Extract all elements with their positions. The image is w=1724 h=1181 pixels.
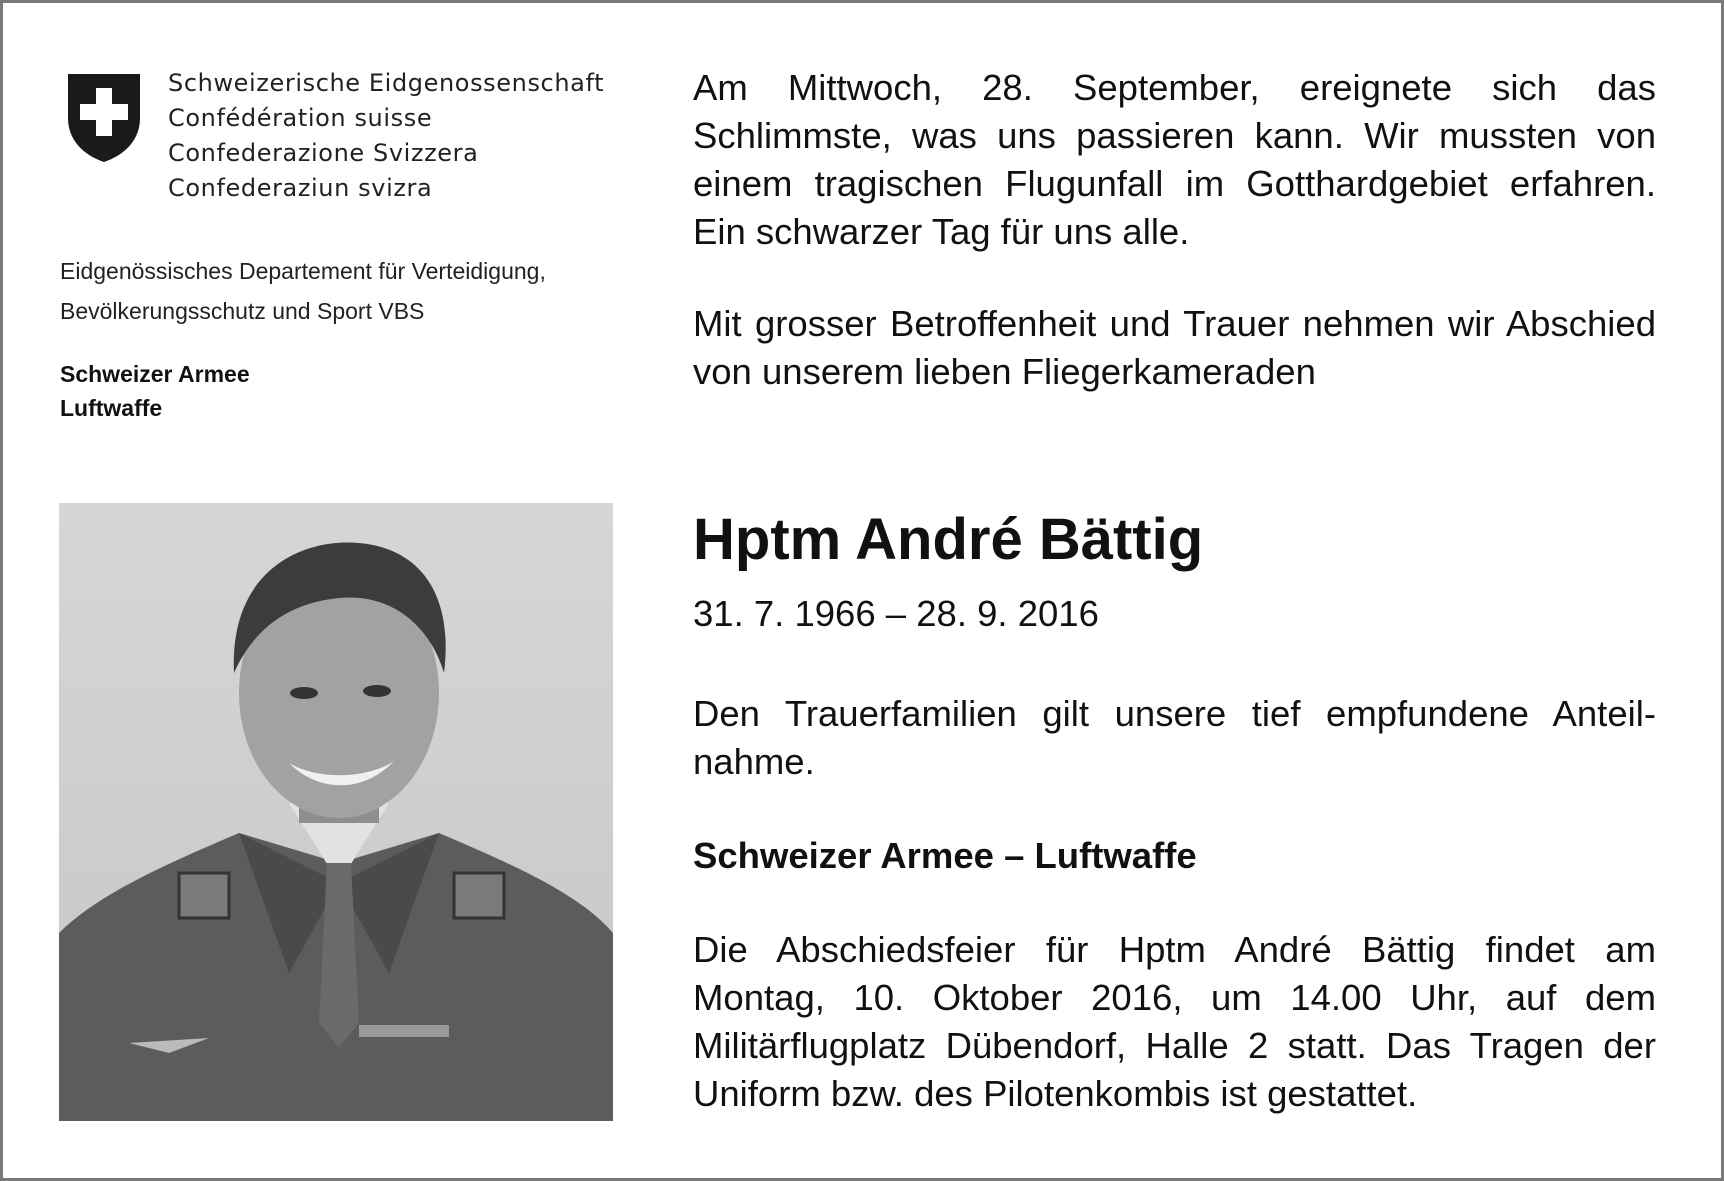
department-line-1: Eidgenössisches Departement für Verteidigung, <box>60 258 546 284</box>
intro-paragraph: Am Mittwoch, 28. September, ereignete sich das Schlimmste, was uns passieren kann. Wir mussten von einem tragischen Flugunfall im Gotthardgebiet erfahren. Ein schwarzer Tag für uns alle. <box>693 67 1656 252</box>
farewell-paragraph: Mit grosser Betroffenheit und Trauer nehmen wir Abschied von unserem lieben Fliegerkameraden <box>693 303 1656 392</box>
confederation-name-rm: Confederaziun svizra <box>168 174 433 202</box>
ceremony-paragraph: Die Abschiedsfeier für Hptm André Bättig findet am Montag, 10. Oktober 2016, um 14.00 Uhr, auf dem Militärflugplatz Dübendorf, Halle 2 statt. Das Tragen der Uniform bzw. des Pilotenkombis ist gestattet. <box>693 929 1656 1114</box>
confederation-name-fr: Confédération suisse <box>168 104 433 132</box>
portrait-photo <box>59 503 613 1121</box>
condolence-paragraph: Den Trauerfamilien gilt unsere tief empfundene Anteil-nahme. <box>693 693 1656 782</box>
organization-line-2: Luftwaffe <box>60 395 163 421</box>
department-name <box>60 251 546 331</box>
portrait-photo-icon <box>59 503 613 1121</box>
organization-line-1: Schweizer Armee <box>60 361 250 387</box>
confederation-name-de: Schweizerische Eidgenossenschaft <box>168 69 605 97</box>
life-dates: 31. 7. 1966 – 28. 9. 2016 <box>693 593 1099 634</box>
confederation-logo <box>64 66 624 216</box>
confederation-names <box>168 66 604 206</box>
confederation-name-it: Confederazione Svizzera <box>168 139 479 167</box>
deceased-name: Hptm André Bättig <box>693 507 1204 572</box>
unit-signature: Schweizer Armee – Luftwaffe <box>693 835 1197 876</box>
organization-name <box>60 357 250 425</box>
department-line-2: Bevölkerungsschutz und Sport VBS <box>60 298 425 324</box>
swiss-cross-shield-icon <box>64 70 144 164</box>
